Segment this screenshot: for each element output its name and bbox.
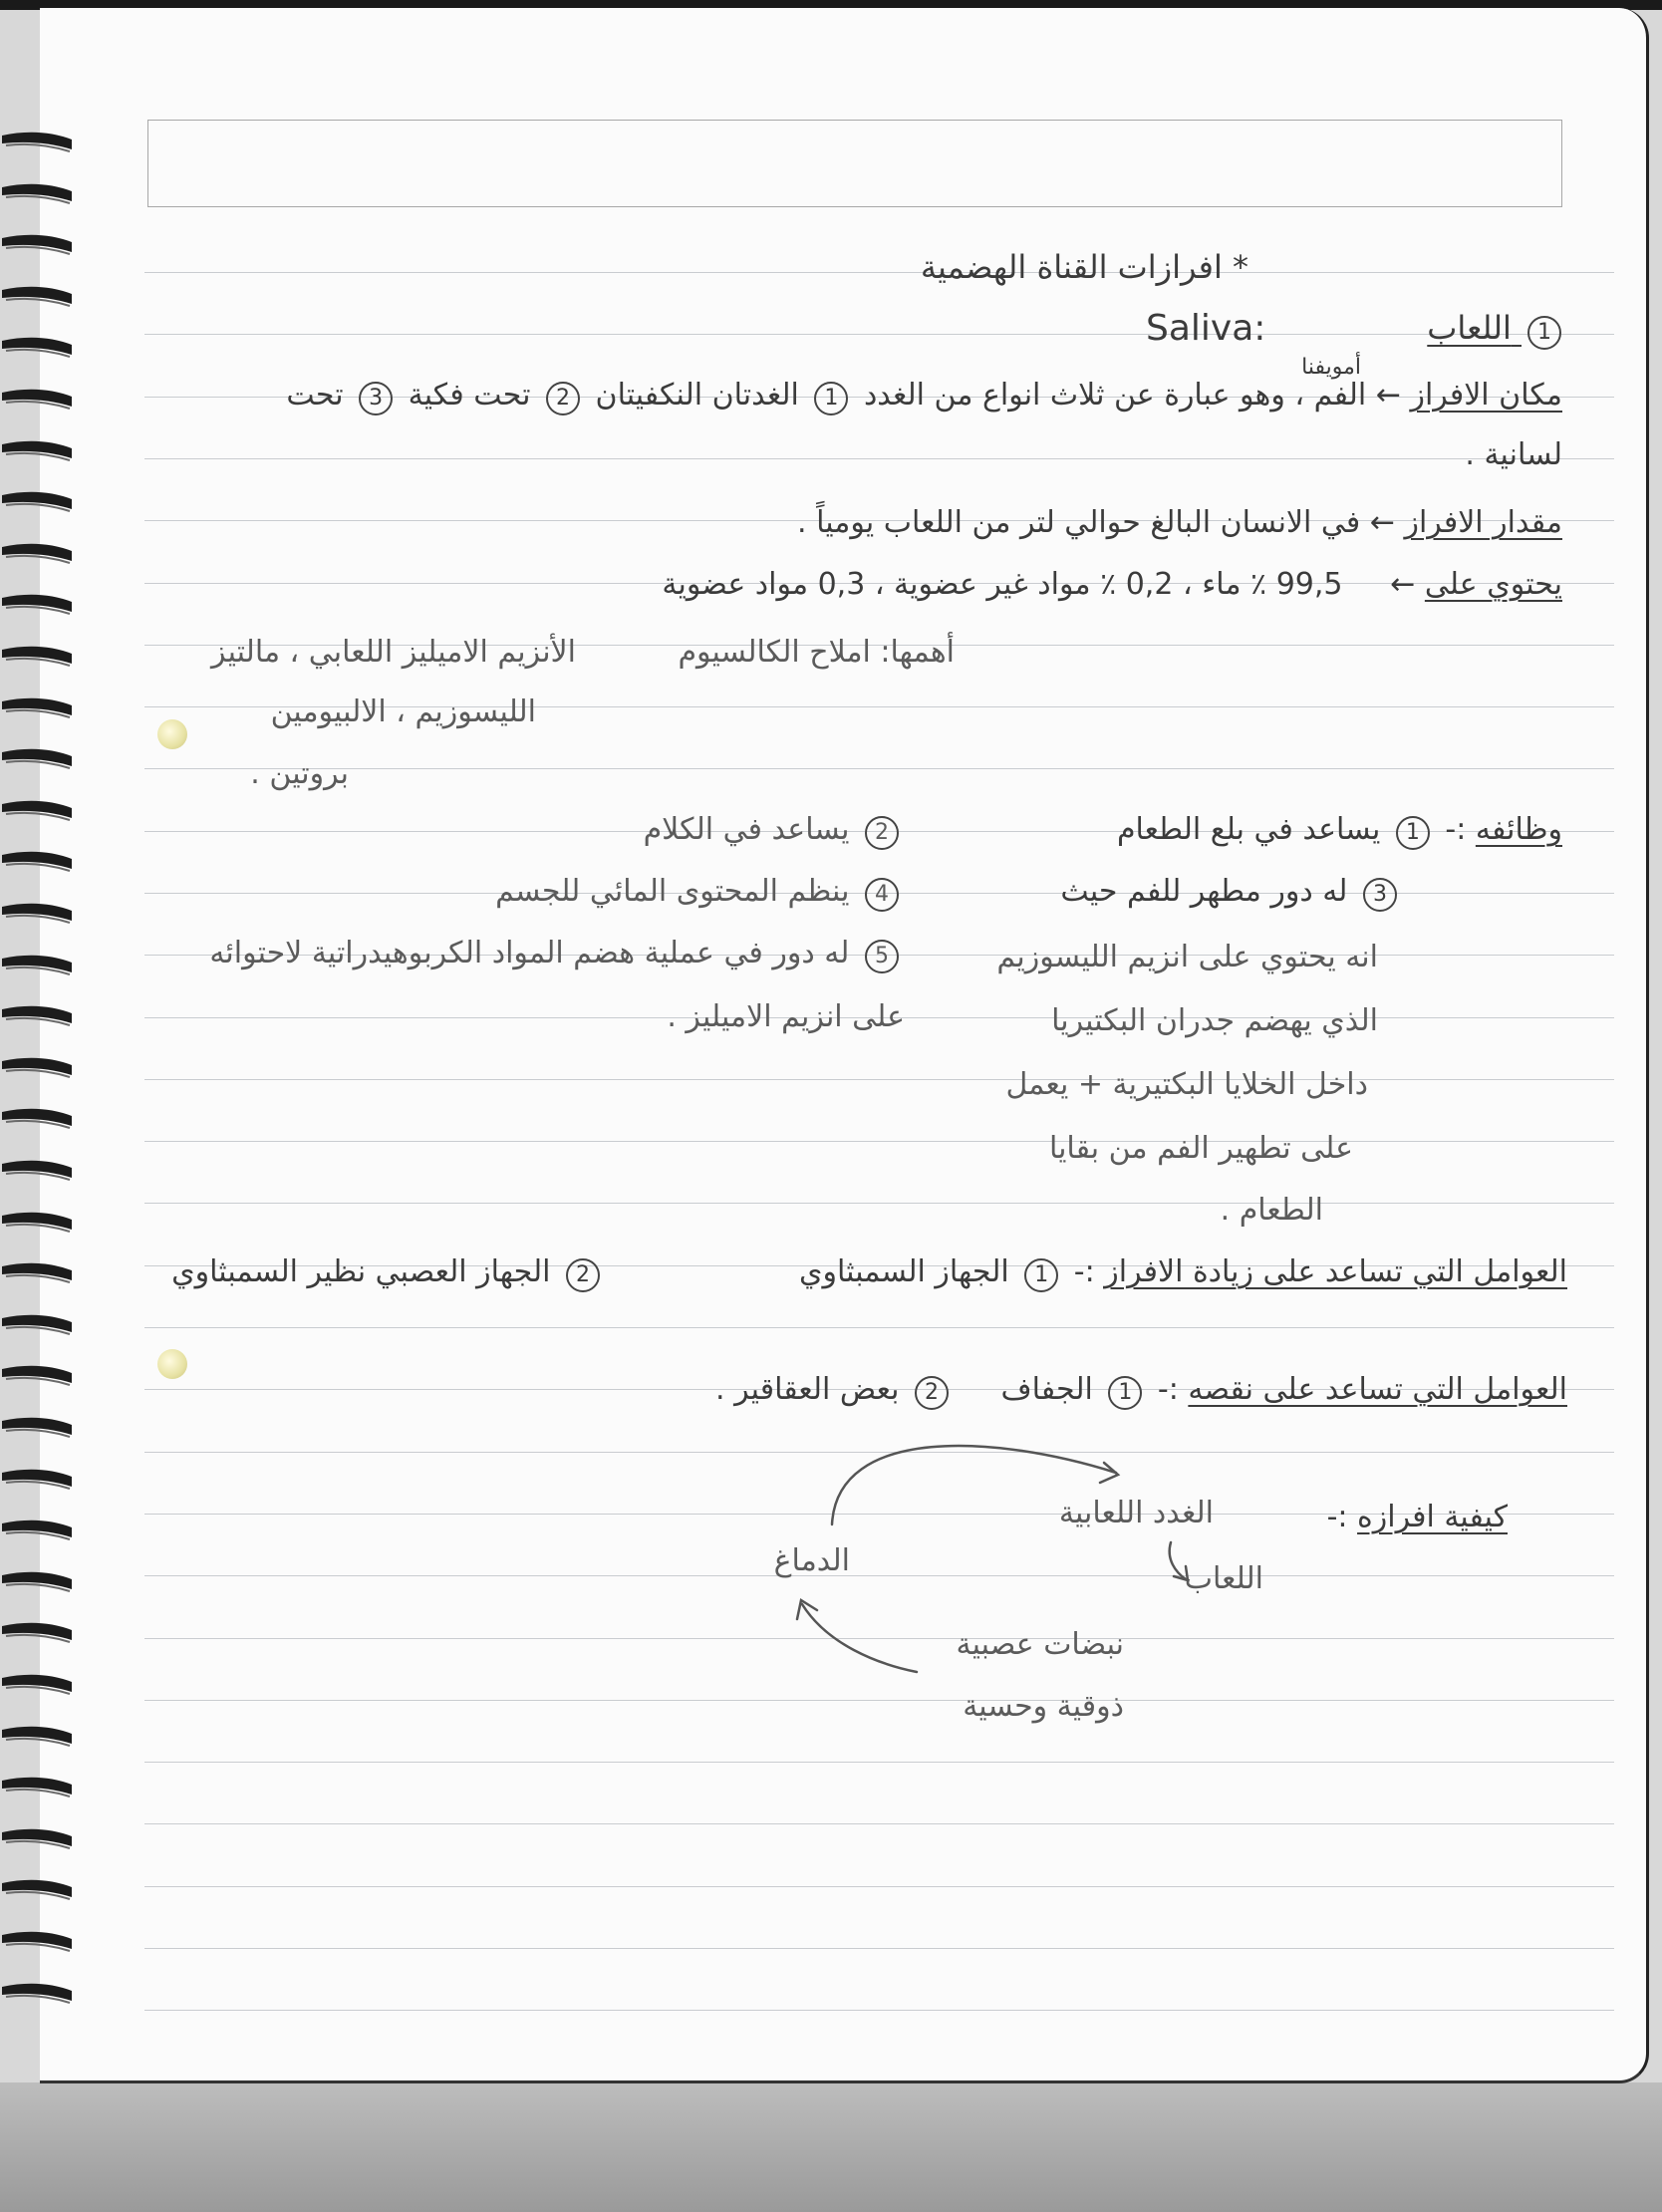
gland-num-3: 3	[359, 382, 393, 415]
increase-factor-2: الجهاز العصبي نظير السمبثاوي	[171, 1254, 551, 1289]
organic-note-1: الأنزيم الاميليز اللعابي ، مالتيز	[211, 635, 576, 670]
decrease-factors-label: العوامل التي تساعد على نقصه	[1188, 1372, 1567, 1407]
saliva-english-text: Saliva	[1146, 308, 1254, 349]
arrowhead-glands	[1100, 1463, 1118, 1483]
colon: :-	[1064, 1254, 1095, 1289]
colon: :-	[1326, 1500, 1348, 1534]
decrease-num-1: 1	[1108, 1376, 1142, 1410]
function-4: ينظم المحتوى المائي للجسم	[495, 874, 850, 909]
mechanism-saliva: اللعاب	[1184, 1561, 1263, 1596]
amount-text: في الانسان البالغ حوالي لتر من اللعاب يومياً .	[797, 505, 1361, 540]
increase-factors-label: العوامل التي تساعد على زيادة الافراز	[1104, 1254, 1567, 1289]
function-5-continued: على انزيم الاميليز .	[667, 999, 905, 1034]
decrease-factor-1: الجفاف	[1000, 1372, 1093, 1407]
saliva-label: اللعاب	[1427, 309, 1512, 347]
function-num-1: 1	[1396, 816, 1430, 850]
colon: :	[1253, 308, 1266, 349]
arrow-impulses-to-brain	[802, 1604, 917, 1672]
organic-note-2: الليسوزيم ، الالبيومين	[270, 694, 536, 729]
function-num-3: 3	[1363, 878, 1397, 912]
contents-label: يحتوي على	[1424, 567, 1562, 602]
function-3-cont-5: الطعام .	[1220, 1193, 1323, 1228]
gland-3-continued: لسانية .	[1465, 437, 1562, 472]
mechanism-brain: الدماغ	[773, 1543, 850, 1578]
increase-num-2: 2	[566, 1258, 600, 1292]
item-number: 1	[1527, 316, 1561, 350]
mechanism-glands: الغدد اللعابية	[1058, 1496, 1214, 1530]
colon: :-	[1435, 812, 1467, 847]
function-num-5: 5	[865, 940, 899, 973]
secretion-site-label: مكان الافراز	[1410, 378, 1562, 413]
organic-note-3: بروتين .	[250, 756, 349, 791]
decrease-factor-2: بعض العقاقير .	[715, 1372, 900, 1407]
function-3: له دور مطهر للفم حيث	[1060, 874, 1348, 909]
function-5: له دور في عملية هضم المواد الكربوهيدراتية لاحتوائه	[209, 936, 850, 970]
function-2: يساعد في الكلام	[643, 812, 850, 847]
gland-num-1: 1	[814, 382, 848, 415]
gland-1: الغدتان النكفيتان	[595, 378, 799, 413]
gland-2: تحت فكية	[408, 378, 531, 413]
arrow-glands-to-saliva	[1170, 1542, 1186, 1579]
gland-3: تحت	[286, 378, 344, 413]
arrow-glyph: ←	[1366, 378, 1401, 413]
arrow-glyph: ←	[1342, 567, 1416, 602]
mechanism-impulses-2: ذوقية وحسية	[963, 1689, 1124, 1724]
function-3-cont-3: داخل الخلايا البكتيرية + يعمل	[1005, 1067, 1368, 1102]
inorganic-note: أهمها: املاح الكالسيوم	[678, 635, 955, 670]
decrease-num-2: 2	[915, 1376, 949, 1410]
gland-num-2: 2	[546, 382, 580, 415]
function-1: يساعد في بلع الطعام	[1116, 812, 1381, 847]
amount-label: مقدار الافراز	[1404, 505, 1562, 540]
contents-text: 99,5 ٪ ماء ، 0,2 ٪ مواد غير عضوية ، 0,3 مواد عضوية	[662, 567, 1343, 602]
function-3-cont-2: الذي يهضم جدران البكتيريا	[1051, 1003, 1378, 1038]
arrow-glyph: ←	[1360, 505, 1395, 540]
arrow-brain-to-glands	[832, 1446, 1116, 1524]
secretion-site-text: الفم ، وهو عبارة عن ثلاث انواع من الغدد	[863, 378, 1367, 413]
colon: :-	[1148, 1372, 1179, 1407]
site-note: أمويفنا	[1301, 355, 1361, 380]
function-num-4: 4	[865, 878, 899, 912]
increase-factor-1: الجهاز السمبثاوي	[799, 1254, 1009, 1289]
increase-num-1: 1	[1024, 1258, 1058, 1292]
mechanism-impulses-1: نبضات عصبية	[956, 1627, 1124, 1662]
function-3-cont-4: على تطهير الفم من بقايا	[1048, 1131, 1353, 1166]
function-3-cont-1: انه يحتوي على انزيم الليسوزيم	[996, 940, 1378, 974]
page-title: * افرازات القناة الهضمية	[920, 248, 1248, 286]
mechanism-label: كيفية افرازه	[1357, 1500, 1508, 1534]
functions-label: وظائفه	[1475, 812, 1562, 847]
function-num-2: 2	[865, 816, 899, 850]
